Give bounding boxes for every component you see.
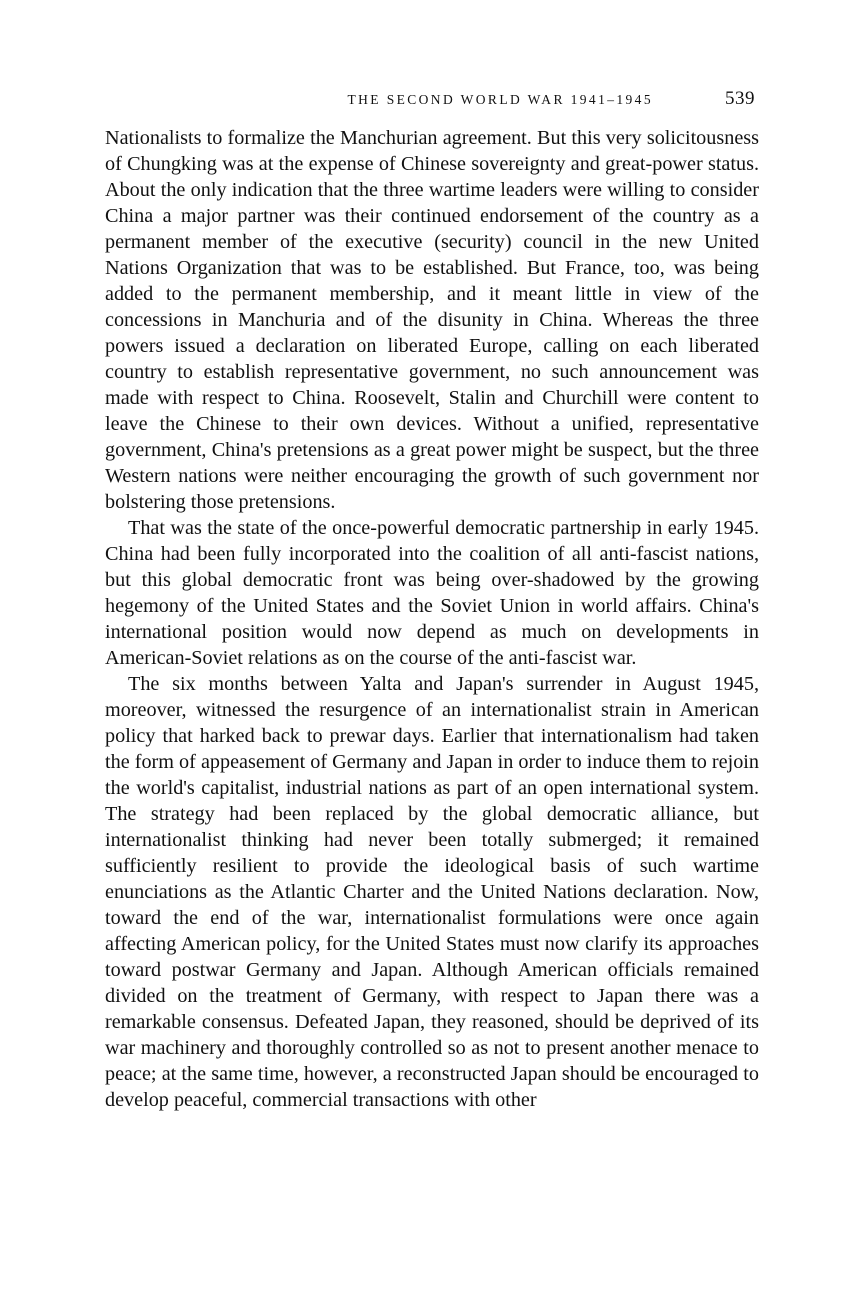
paragraph-continued: Nationalists to formalize the Manchurian agreement. But this very solicitousness of Chungking was at the expense of Chinese sovereignty and great-power status. About the only indication that the three wartime leaders were willing to consider China a major partner was their continued endorsement of the country as a permanent member of the executive (security) council in the new United Nations Organization that was to be established. But France, too, was being added to the permanent membership, and it meant little in view of the concessions in Manchuria and of the disunity in China. Whereas the three powers issued a declaration on liberated Europe, calling on each liberated country to establish representative government, no such announcement was made with respect to China. Roosevelt, Stalin and Churchill were content to leave the Chinese to their own devices. Without a unified, representative government, China's pretensions as a great power might be suspect, but the three Western nations were neither encouraging the growth of such government nor bolstering those pretensions.	[105, 127, 759, 513]
book-page	[105, 0, 759, 1296]
paragraph: The six months between Yalta and Japan's surrender in August 1945, moreover, witnessed the resurgence of an internationalist strain in American policy that harked back to prewar days. Earlier that internationalism had taken the form of appeasement of Germany and Japan in order to induce them to rejoin the world's capitalist, industrial nations as part of an open international system. The strategy had been replaced by the global democratic alliance, but internationalist thinking had never been totally submerged; it remained sufficiently resilient to provide the ideological basis of such wartime enunciations as the Atlantic Charter and the United Nations declaration. Now, toward the end of the war, internationalist formulations were once again affecting American policy, for the United States must now clarify its approaches toward postwar Germany and Japan. Although American officials remained divided on the treatment of Germany, with respect to Japan there was a remarkable consensus. Defeated Japan, they reasoned, should be deprived of its war machinery and thoroughly controlled so as not to present another menace to peace; at the same time, however, a reconstructed Japan should be encouraged to develop peaceful, commercial transactions with other	[105, 673, 759, 1111]
running-title: THE SECOND WORLD WAR 1941–1945	[347, 92, 653, 107]
paragraph: That was the state of the once-powerful democratic partnership in early 1945. China had been fully incorporated into the coalition of all anti-fascist nations, but this global democratic front was being over-shadowed by the growing hegemony of the United States and the Soviet Union in world affairs. China's international position would now depend as much on developments in American-Soviet relations as on the course of the anti-fascist war.	[105, 517, 759, 669]
body-text	[105, 125, 759, 1113]
running-head	[105, 88, 759, 116]
page-number: 539	[725, 88, 755, 109]
